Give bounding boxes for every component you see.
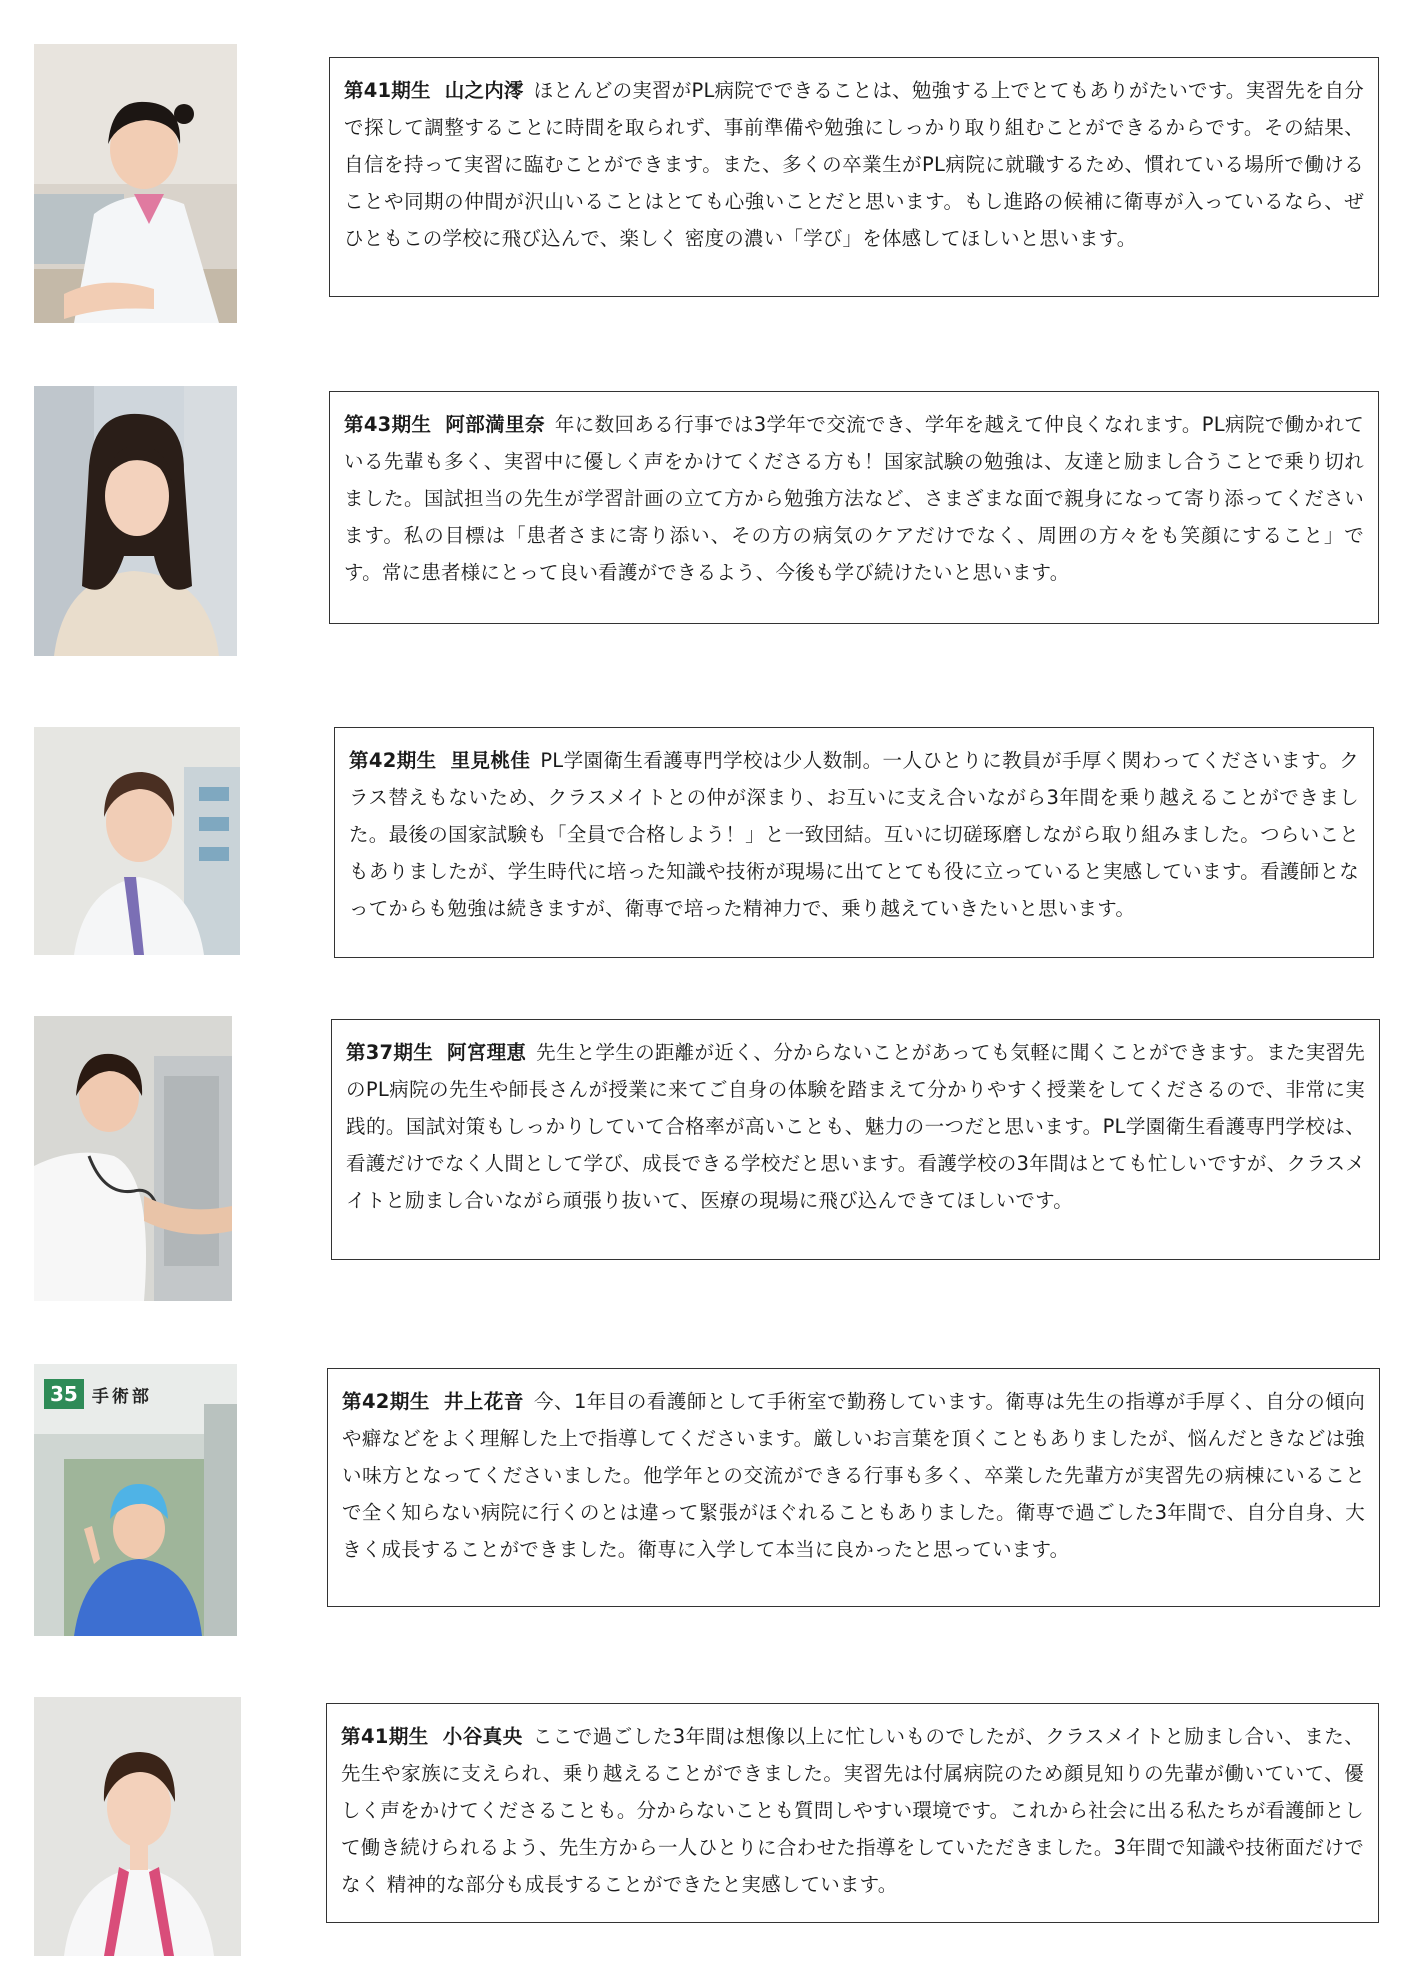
student-photo-5: [34, 1364, 237, 1636]
student-name: 里見桃佳: [450, 749, 531, 772]
testimonial-box-2: [329, 391, 1379, 624]
testimonial-heading-4: [346, 1041, 526, 1064]
term-label: 第41期生: [344, 79, 431, 102]
testimonial-text: 今、1年目の看護師として手術室で勤務しています。衛専は先生の指導が手厚く、自分の傾向や癖などをよく理解した上で指導してくださいます。厳しいお言葉を頂くこともありましたが、悩んだときなどは強い味方となってくださいました。他学年との交流ができる行事も多く、卒業した先輩方が実習先の病棟にいることで全く知らない病院に行くのとは違って緊張がほぐれることもありました。衛専で過ごした3年間で、自分自身、大きく成長することができました。衛専に入学して本当に良かったと思っています。: [342, 1390, 1366, 1561]
student-name: 阿部満里奈: [445, 413, 545, 436]
room-sign: [44, 1378, 152, 1410]
student-photo-1: [34, 44, 237, 323]
testimonial-heading-2: [344, 413, 545, 436]
student-name: 小谷真央: [442, 1725, 523, 1748]
term-label: 第41期生: [341, 1725, 429, 1748]
testimonial-box-6: [326, 1703, 1379, 1923]
term-label: 第42期生: [349, 749, 437, 772]
testimonial-text: PL学園衛生看護専門学校は少人数制。一人ひとりに教員が手厚く関わってくださいます。クラス替えもないため、クラスメイトとの仲が深まり、お互いに支え合いながら3年間を乗り越えることができました。最後の国家試験も「全員で合格しよう！」と一致団結。互いに切磋琢磨しながら取り組みました。つらいこともありましたが、学生時代に培った知識や技術が現場に出てとても役に立っていると実感しています。看護師となってからも勉強は続きますが、衛専で培った精神力で、乗り越えていきたいと思います。: [349, 749, 1359, 920]
room-number: 35: [44, 1379, 84, 1409]
testimonial-box-3: [334, 727, 1374, 958]
student-photo-3: [34, 727, 240, 955]
testimonial-heading-3: [349, 749, 530, 772]
testimonial-text: 年に数回ある行事では3学年で交流でき、学年を越えて仲良くなれます。PL病院で働かれている先輩も多く、実習中に優しく声をかけてくださる方も！国家試験の勉強は、友達と励まし合うことで乗り切れました。国試担当の先生が学習計画の立て方から勉強方法など、さまざまな面で親身になって寄り添ってくださいます。私の目標は「患者さまに寄り添い、その方の病気のケアだけでなく、周囲の方々をも笑顔にすること」です。常に患者様にとって良い看護ができるよう、今後も学び続けたいと思います。: [344, 413, 1365, 584]
student-photo-6: [34, 1697, 241, 1956]
testimonial-heading-6: [341, 1725, 523, 1748]
student-photo-4: [34, 1016, 232, 1301]
testimonial-heading-5: [342, 1390, 524, 1413]
testimonial-text: 先生と学生の距離が近く、分からないことがあっても気軽に聞くことができます。また実習先のPL病院の先生や師長さんが授業に来てご自身の体験を踏まえて分かりやすく授業をしてくださるので、非常に実践的。国試対策もしっかりしていて合格率が高いことも、魅力の一つだと思います。PL学園衛生看護専門学校は、看護だけでなく人間として学び、成長できる学校だと思います。看護学校の3年間はとても忙しいですが、クラスメイトと励まし合いながら頑張り抜いて、医療の現場に飛び込んできてほしいです。: [346, 1041, 1365, 1212]
testimonial-text: ほとんどの実習がPL病院でできることは、勉強する上でとてもありがたいです。実習先を自分で探して調整することに時間を取られず、事前準備や勉強にしっかり取り組むことができるからです。その結果、自信を持って実習に臨むことができます。また、多くの卒業生がPL病院に就職するため、慣れている場所で働けることや同期の仲間が沢山いることはとても心強いことだと思います。もし進路の候補に衛専が入っているなら、ぜひともこの学校に飛び込んで、楽しく 密度の濃い「学び」を体感してほしいと思います。: [344, 79, 1364, 250]
testimonial-box-1: [329, 57, 1379, 297]
testimonial-heading-1: [344, 79, 524, 102]
testimonial-box-5: [327, 1368, 1380, 1607]
student-photo-2: [34, 386, 237, 656]
term-label: 第37期生: [346, 1041, 433, 1064]
testimonial-text: ここで過ごした3年間は想像以上に忙しいものでしたが、クラスメイトと励まし合い、また、先生や家族に支えられ、乗り越えることができました。実習先は付属病院のため顔見知りの先輩が働いていて、優しく声をかけてくださることも。分からないことも質問しやすい環境です。これから社会に出る私たちが看護師として働き続けられるよう、先生方から一人ひとりに合わせた指導をしていただきました。3年間で知識や技術面だけでなく 精神的な部分も成長することができたと実感しています。: [341, 1725, 1364, 1896]
room-label: 手術部: [91, 1386, 152, 1407]
term-label: 第43期生: [344, 413, 432, 436]
student-name: 山之内澪: [444, 79, 524, 102]
student-name: 阿宮理恵: [447, 1041, 527, 1064]
student-name: 井上花音: [443, 1390, 524, 1413]
term-label: 第42期生: [342, 1390, 430, 1413]
testimonial-box-4: [331, 1019, 1380, 1260]
